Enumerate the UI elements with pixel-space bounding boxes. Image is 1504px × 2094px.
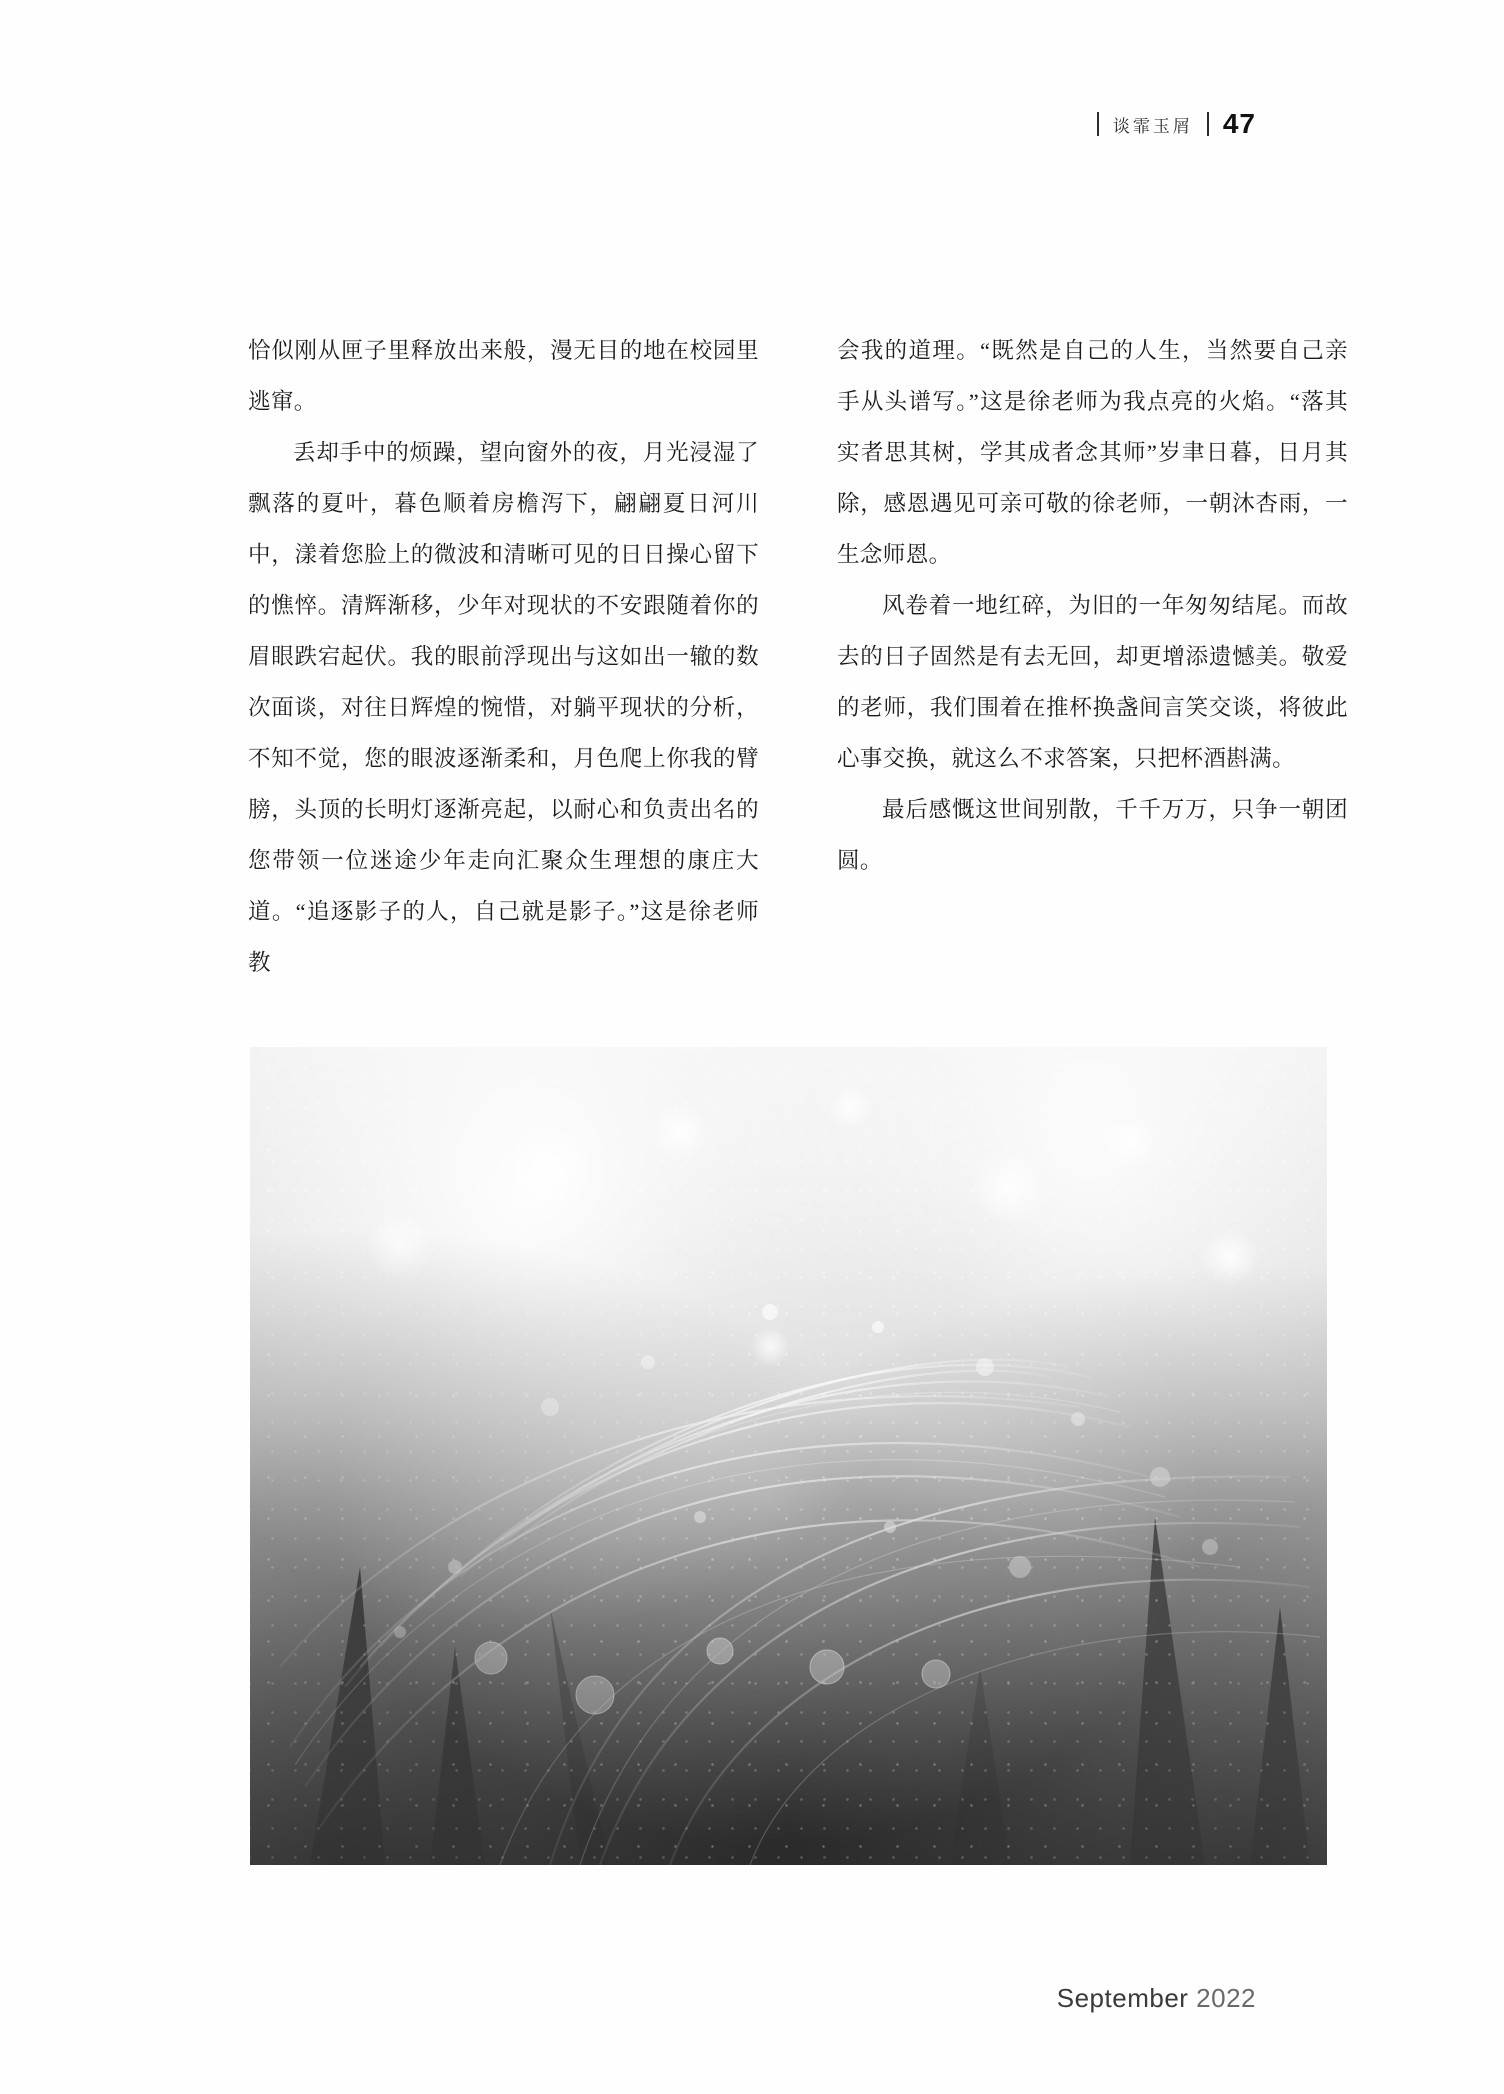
footer-year: 2022	[1196, 1983, 1256, 2013]
left-column	[248, 325, 759, 988]
right-column	[837, 325, 1348, 988]
dew-on-grass-photo	[250, 1047, 1327, 1865]
paragraph: 会我的道理。“既然是自己的人生，当然要自己亲手从头谱写。”这是徐老师为我点亮的火焰。“落其实者思其树，学其成者念其师”岁聿日暮，日月其除，感恩遇见可亲可敬的徐老师，一朝沐杏雨，一生念师恩。	[837, 338, 1348, 567]
header-divider-rule-2	[1207, 112, 1209, 136]
paragraph: 恰似刚从匣子里释放出来般，漫无目的地在校园里逃窜。	[248, 338, 759, 414]
footer-month: September	[1056, 1983, 1197, 2013]
paragraph: 最后感慨这世间别散，千千万万，只争一朝团圆。	[837, 797, 1348, 873]
header-divider-rule	[1097, 112, 1099, 136]
section-title: 谈霏玉屑	[1112, 116, 1193, 136]
page-footer	[1057, 1983, 1256, 2014]
article-body	[248, 325, 1348, 988]
paragraph: 风卷着一地红碎，为旧的一年匆匆结尾。而故去的日子固然是有去无回，却更增添遗憾美。敬爱的老师，我们围着在推杯换盏间言笑交谈，将彼此心事交换，就这么不求答案，只把杯酒斟满。	[837, 593, 1348, 771]
page-header	[1097, 108, 1256, 140]
page-number: 47	[1222, 108, 1256, 139]
paragraph: 丢却手中的烦躁，望向窗外的夜，月光浸湿了飘落的夏叶，暮色顺着房檐泻下，翩翩夏日河川中，漾着您脸上的微波和清晰可见的日日操心留下的憔悴。清辉渐移，少年对现状的不安跟随着你的眉眼跌宕起伏。我的眼前浮现出与这如出一辙的数次面谈，对往日辉煌的惋惜，对躺平现状的分析，不知不觉，您的眼波逐渐柔和，月色爬上你我的臂膀，头顶的长明灯逐渐亮起，以耐心和负责出名的您带领一位迷途少年走向汇聚众生理想的康庄大道。“追逐影子的人，自己就是影子。”这是徐老师教	[248, 440, 759, 975]
photo-vignette	[250, 1047, 1327, 1865]
